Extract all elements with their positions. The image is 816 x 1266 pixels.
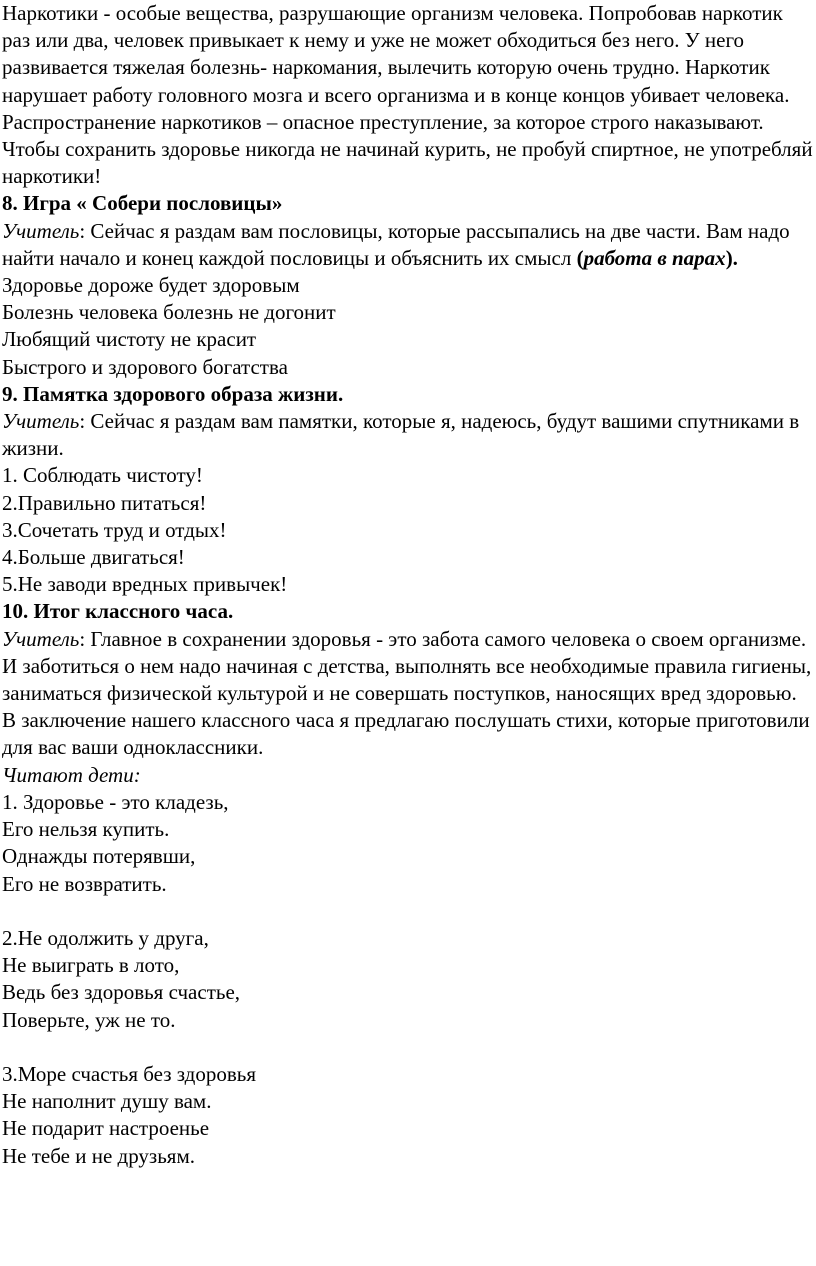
poem-line: Однажды потерявши, [2,844,196,869]
stanza-gap [2,1034,814,1061]
teacher-text: : Сейчас я раздам вам памятки, которые я, надеюсь, будут вашими спутниками в жизни. [2,409,800,461]
poem-line: Его нельзя купить. [2,817,170,842]
section-9-teacher-paragraph [2,408,814,462]
poem-line: 1. Здоровье - это кладезь, [2,789,229,814]
teacher-text: : Главное в сохранении здоровья - это забота самого человека о своем организме. И заботиться о нем надо начиная с детства, выполнять все необходимые правила гигиены, заниматься физической культурой и не совершать поступков, наносящих вред здоровью. [2,626,812,706]
poem-line: Поверьте, уж не то. [2,1007,176,1032]
poem-line: Не наполнит душу вам. [2,1089,212,1114]
section-10-heading: 10. Итог классного часа. [2,599,234,624]
poem-line: Не подарит настроенье [2,1116,210,1141]
poem-line: Ведь без здоровья счастье, [2,980,241,1005]
section-8-teacher-paragraph [2,218,814,272]
teacher-text: : Сейчас я раздам вам пословицы, которые рассыпались на две части. Вам надо найти начало и конец каждой пословицы и объяснить их смысл [2,218,790,270]
rule-line: 5.Не заводи вредных привычек! [2,572,288,597]
section-8-heading: 8. Игра « Собери пословицы» [2,191,283,216]
poem-line: 2.Не одолжить у друга, [2,925,209,950]
rule-line: 4.Больше двигаться! [2,545,185,570]
pair-work-note: работа в парах [583,245,726,270]
poem-line: Не выиграть в лото, [2,953,180,978]
paren-open: ( [576,245,584,270]
section-10-teacher-paragraph [2,626,814,708]
section-9-heading: 9. Памятка здорового образа жизни. [2,381,344,406]
intro-paragraph-2: Чтобы сохранить здоровье никогда не начинай курить, не пробуй спиртное, не употребляй наркотики! [2,137,813,189]
proverb-line: Быстрого и здорового богатства [2,354,288,379]
proverb-line: Здоровье дороже будет здоровым [2,273,300,298]
rule-line: 1. Соблюдать чистоту! [2,463,203,488]
proverb-line: Болезнь человека болезнь не догонит [2,300,336,325]
poem-line: 3.Море счастья без здоровья [2,1061,257,1086]
conclusion-paragraph: В заключение нашего классного часа я предлагаю послушать стихи, которые приготовили для вас ваши одноклассники. [2,708,810,760]
paren-close: ). [725,245,738,270]
teacher-label: Учитель [2,218,80,243]
proverb-line: Любящий чистоту не красит [2,327,257,352]
rule-line: 3.Сочетать труд и отдых! [2,517,227,542]
poem-line: Его не возвратить. [2,871,167,896]
teacher-label: Учитель [2,409,80,434]
stanza-gap [2,898,814,925]
teacher-label: Учитель [2,626,80,651]
poem-line: Не тебе и не друзьям. [2,1143,195,1168]
intro-paragraph-1: Наркотики - особые вещества, разрушающие организм человека. Попробовав наркотик раз или два, человек привыкает к нему и уже не может обходиться без него. У него развивается тяжелая болезнь- наркомания, вылечить которую очень трудно. Наркотик нарушает работу головного мозга и всего организма и в конце концов убивает человека. Распространение наркотиков – опасное преступление, за которое строго наказывают. [2,1,790,134]
rule-line: 2.Правильно питаться! [2,490,207,515]
children-read-label: Читают дети: [2,762,141,787]
